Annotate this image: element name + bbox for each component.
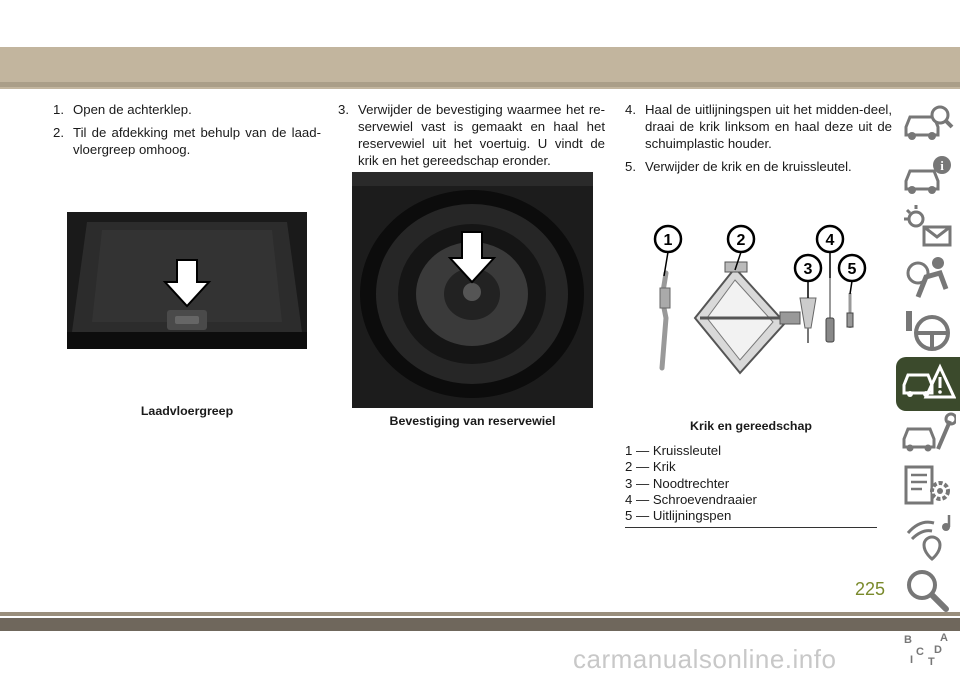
warning-light-message-icon — [900, 201, 956, 251]
airbag-person-icon — [900, 253, 956, 303]
callout-3-label: 3 — [803, 261, 813, 278]
svg-text:T: T — [928, 656, 935, 667]
callout-1-label: 1 — [663, 232, 673, 249]
cargo-floor-illustration — [67, 212, 307, 349]
column-2 — [338, 101, 605, 175]
figure-caption-3: Krik en gereedschap — [690, 419, 812, 433]
chapter-tab-specifications[interactable] — [896, 461, 960, 515]
chapter-tab-car-search[interactable] — [896, 97, 960, 151]
page-number: 225 — [855, 579, 886, 599]
chapter-tab-warning-lights[interactable] — [896, 201, 960, 255]
footer-band — [0, 618, 960, 631]
callout-4-label: 4 — [825, 232, 835, 249]
car-search-icon — [900, 97, 956, 147]
step-5: 5. Verwijder de krik en de kruissleutel. — [625, 159, 852, 174]
chapter-tab-search[interactable] — [896, 565, 960, 619]
svg-text:B: B — [904, 634, 912, 646]
column-3 — [625, 101, 892, 181]
chapter-tab-safety[interactable] — [896, 253, 960, 307]
footer-band-line — [0, 612, 960, 616]
car-wrench-icon — [900, 409, 956, 459]
svg-text:D: D — [934, 644, 942, 656]
svg-text:C: C — [916, 646, 924, 658]
jack-and-tools-illustration — [640, 218, 880, 378]
svg-text:i: i — [940, 158, 944, 173]
svg-text:I: I — [910, 654, 914, 666]
watermark: carmanualsonline.info — [573, 644, 837, 674]
figure-caption-2: Bevestiging van reservewiel — [389, 414, 556, 428]
legend-item: 2 — Krik — [625, 459, 676, 475]
figure-legend — [625, 443, 877, 528]
chapter-tab-servicing[interactable] — [896, 409, 960, 463]
chapter-tab-car-info[interactable] — [896, 149, 960, 203]
legend-item: 4 — Schroevendraaier — [625, 491, 757, 507]
legend-item: 1 — Kruissleutel — [625, 443, 722, 458]
step-1: 1. Open de achterklep. — [53, 102, 192, 117]
step-4: 4. Haal de uitlijningspen uit het midden-deel, draai de krik linksom en haal deze uit de schuimplastic houder. — [625, 102, 892, 151]
car-warning-triangle-icon — [900, 357, 956, 407]
chapter-tab-multimedia[interactable] — [896, 513, 960, 567]
step-2: 2. Til de afdekking met behulp van de laad-vloergreep omhoog. — [53, 125, 321, 157]
magnifier-icon — [900, 565, 956, 615]
callout-5-label: 5 — [847, 261, 857, 278]
legend-item: 3 — Noodtrechter — [625, 475, 730, 491]
cargo-floor-photo — [67, 212, 307, 349]
car-info-icon — [900, 149, 956, 199]
callout-2-label: 2 — [736, 232, 746, 249]
legend-item: 5 — Uitlijningspen — [625, 508, 732, 524]
svg-text:A: A — [940, 632, 948, 644]
specifications-gear-icon — [900, 461, 956, 511]
spare-wheel-photo — [352, 172, 593, 408]
column-1 — [53, 101, 321, 164]
spare-wheel-illustration — [352, 172, 593, 408]
music-navigation-icon — [900, 513, 956, 563]
step-3: 3. Verwijder de bevestiging waarmee het re-servewiel vast is gemaakt en haal het reservewiel uit het voertuig. U vindt de krik en het gereedschap eronder. — [338, 102, 605, 168]
figure-caption-1: Laadvloergreep — [140, 404, 234, 418]
chapter-tab-emergency[interactable] — [896, 357, 960, 411]
header-band-line — [0, 82, 960, 87]
steering-wheel-icon — [900, 305, 956, 355]
chapter-tab-starting-driving[interactable] — [896, 305, 960, 359]
